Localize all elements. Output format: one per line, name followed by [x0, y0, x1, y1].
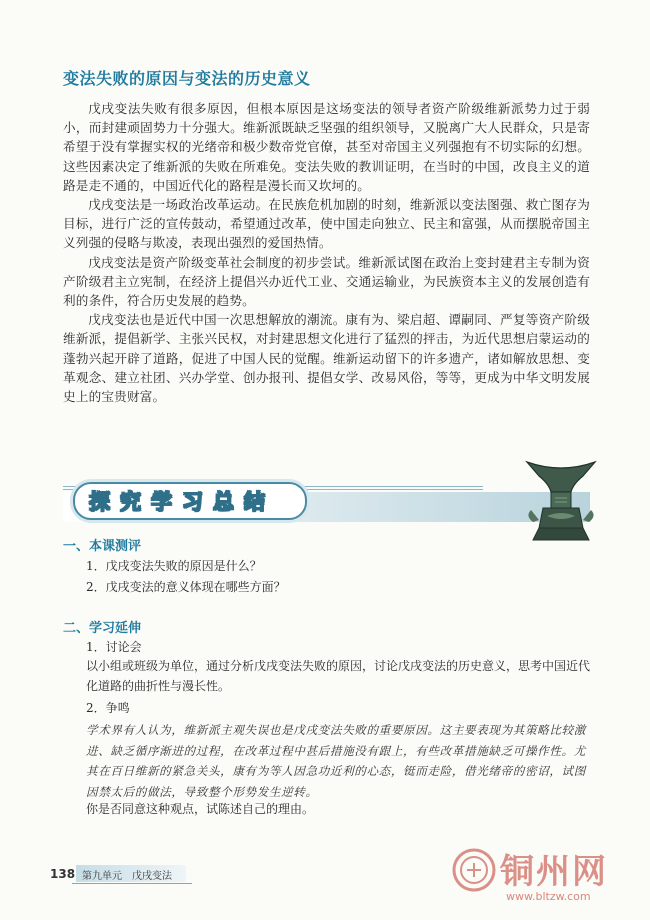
discussion-label: 1．讨论会: [86, 640, 142, 654]
bronze-vessel-icon: [521, 458, 601, 542]
review-heading: 一、本课测评: [63, 539, 142, 554]
paragraph: 戊戌变法失败有很多原因，但根本原因是这场变法的领导者资产阶级维新派势力过于弱小，而封建顽固势力十分强大。维新派既缺乏坚强的组织领导，又脱离广大人民群众，只是寄希望于没有掌握实权的光绪帝和极少数帝党官僚，甚至对帝国主义列强抱有不切实际的幻想。这些因素决定了维新派的失败在所难免。变法失败的教训证明，在当时的中国，改良主义的道路是走不通的，中国近代化的路程是漫长而又坎坷的。: [63, 101, 590, 193]
banner-title: 探究学习总结: [89, 490, 275, 514]
paragraph: 戊戌变法是资产阶级变革社会制度的初步尝试。维新派试图在政治上变封建君主专制为资产阶级君主立宪制，在经济上提倡兴办近代工业、交通运输业，为民族资本主义的发展创造有利的条件，符合历史发展的趋势。: [63, 254, 590, 309]
body-text: [63, 99, 590, 406]
review-question: 2．戊戌变法的意义体现在哪些方面？: [86, 580, 286, 594]
paragraph: 戊戌变法也是近代中国一次思想解放的潮流。康有为、梁启超、谭嗣同、严复等资产阶级维新派，提倡新学、主张兴民权，对封建思想文化进行了猛烈的抨击，为近代思想启蒙运动的蓬勃兴起开辟了道路，促进了中国人民的觉醒。维新运动留下的许多遗产，诸如解放思想、变革观念、建立社团、兴办学堂、创办报刊、提倡女学、改易风俗，等等，更成为中华文明发展史上的宝贵财富。: [63, 312, 590, 405]
footer-divider: [72, 883, 192, 884]
debate-text: 学术界有人认为，维新派主观失误也是戊戌变法失败的重要原因。这主要表现为其策略比较激进、缺乏循序渐进的过程，在改革过程中甚后措施没有跟上，有些改革措施缺乏可操作性。尤其在百日维新的紧急关头，康有为等人因急功近利的心态，铤而走险，借光绪帝的密诏，试图因禁太后的做法，导致整个形势发生逆转。: [86, 723, 586, 799]
paragraph: 戊戌变法是一场政治改革运动。在民族危机加剧的时刻，维新派以变法图强、救亡图存为目标，进行广泛的宣传鼓动，希望通过改革，使中国走向独立、民主和富强，从而摆脱帝国主义列强的侵略与欺凌，表现出强烈的爱国热情。: [63, 197, 590, 251]
section-title: 变法失败的原因与变法的历史意义: [63, 69, 311, 88]
watermark-url: www.bltzw.com: [506, 890, 591, 903]
discussion-text: 以小组或班级为单位，通过分析戊戌变法失败的原因，讨论戊戌变法的历史意义，思考中国近代化道路的曲折性与漫长性。: [86, 659, 591, 693]
page-number: 138: [50, 867, 76, 881]
summary-banner: [63, 478, 590, 524]
watermark-name: 铜州网: [500, 852, 608, 892]
review-question: 1．戊戌变法失败的原因是什么？: [86, 559, 262, 573]
debate-prompt: 你是否同意这种观点，试陈述自己的理由。: [86, 802, 315, 816]
debate-label: 2．争鸣: [86, 701, 130, 715]
extension-heading: 二、学习延伸: [63, 621, 142, 636]
watermark-seal-icon: [452, 848, 496, 892]
unit-label: 第九单元 戊戌变法: [82, 871, 172, 882]
